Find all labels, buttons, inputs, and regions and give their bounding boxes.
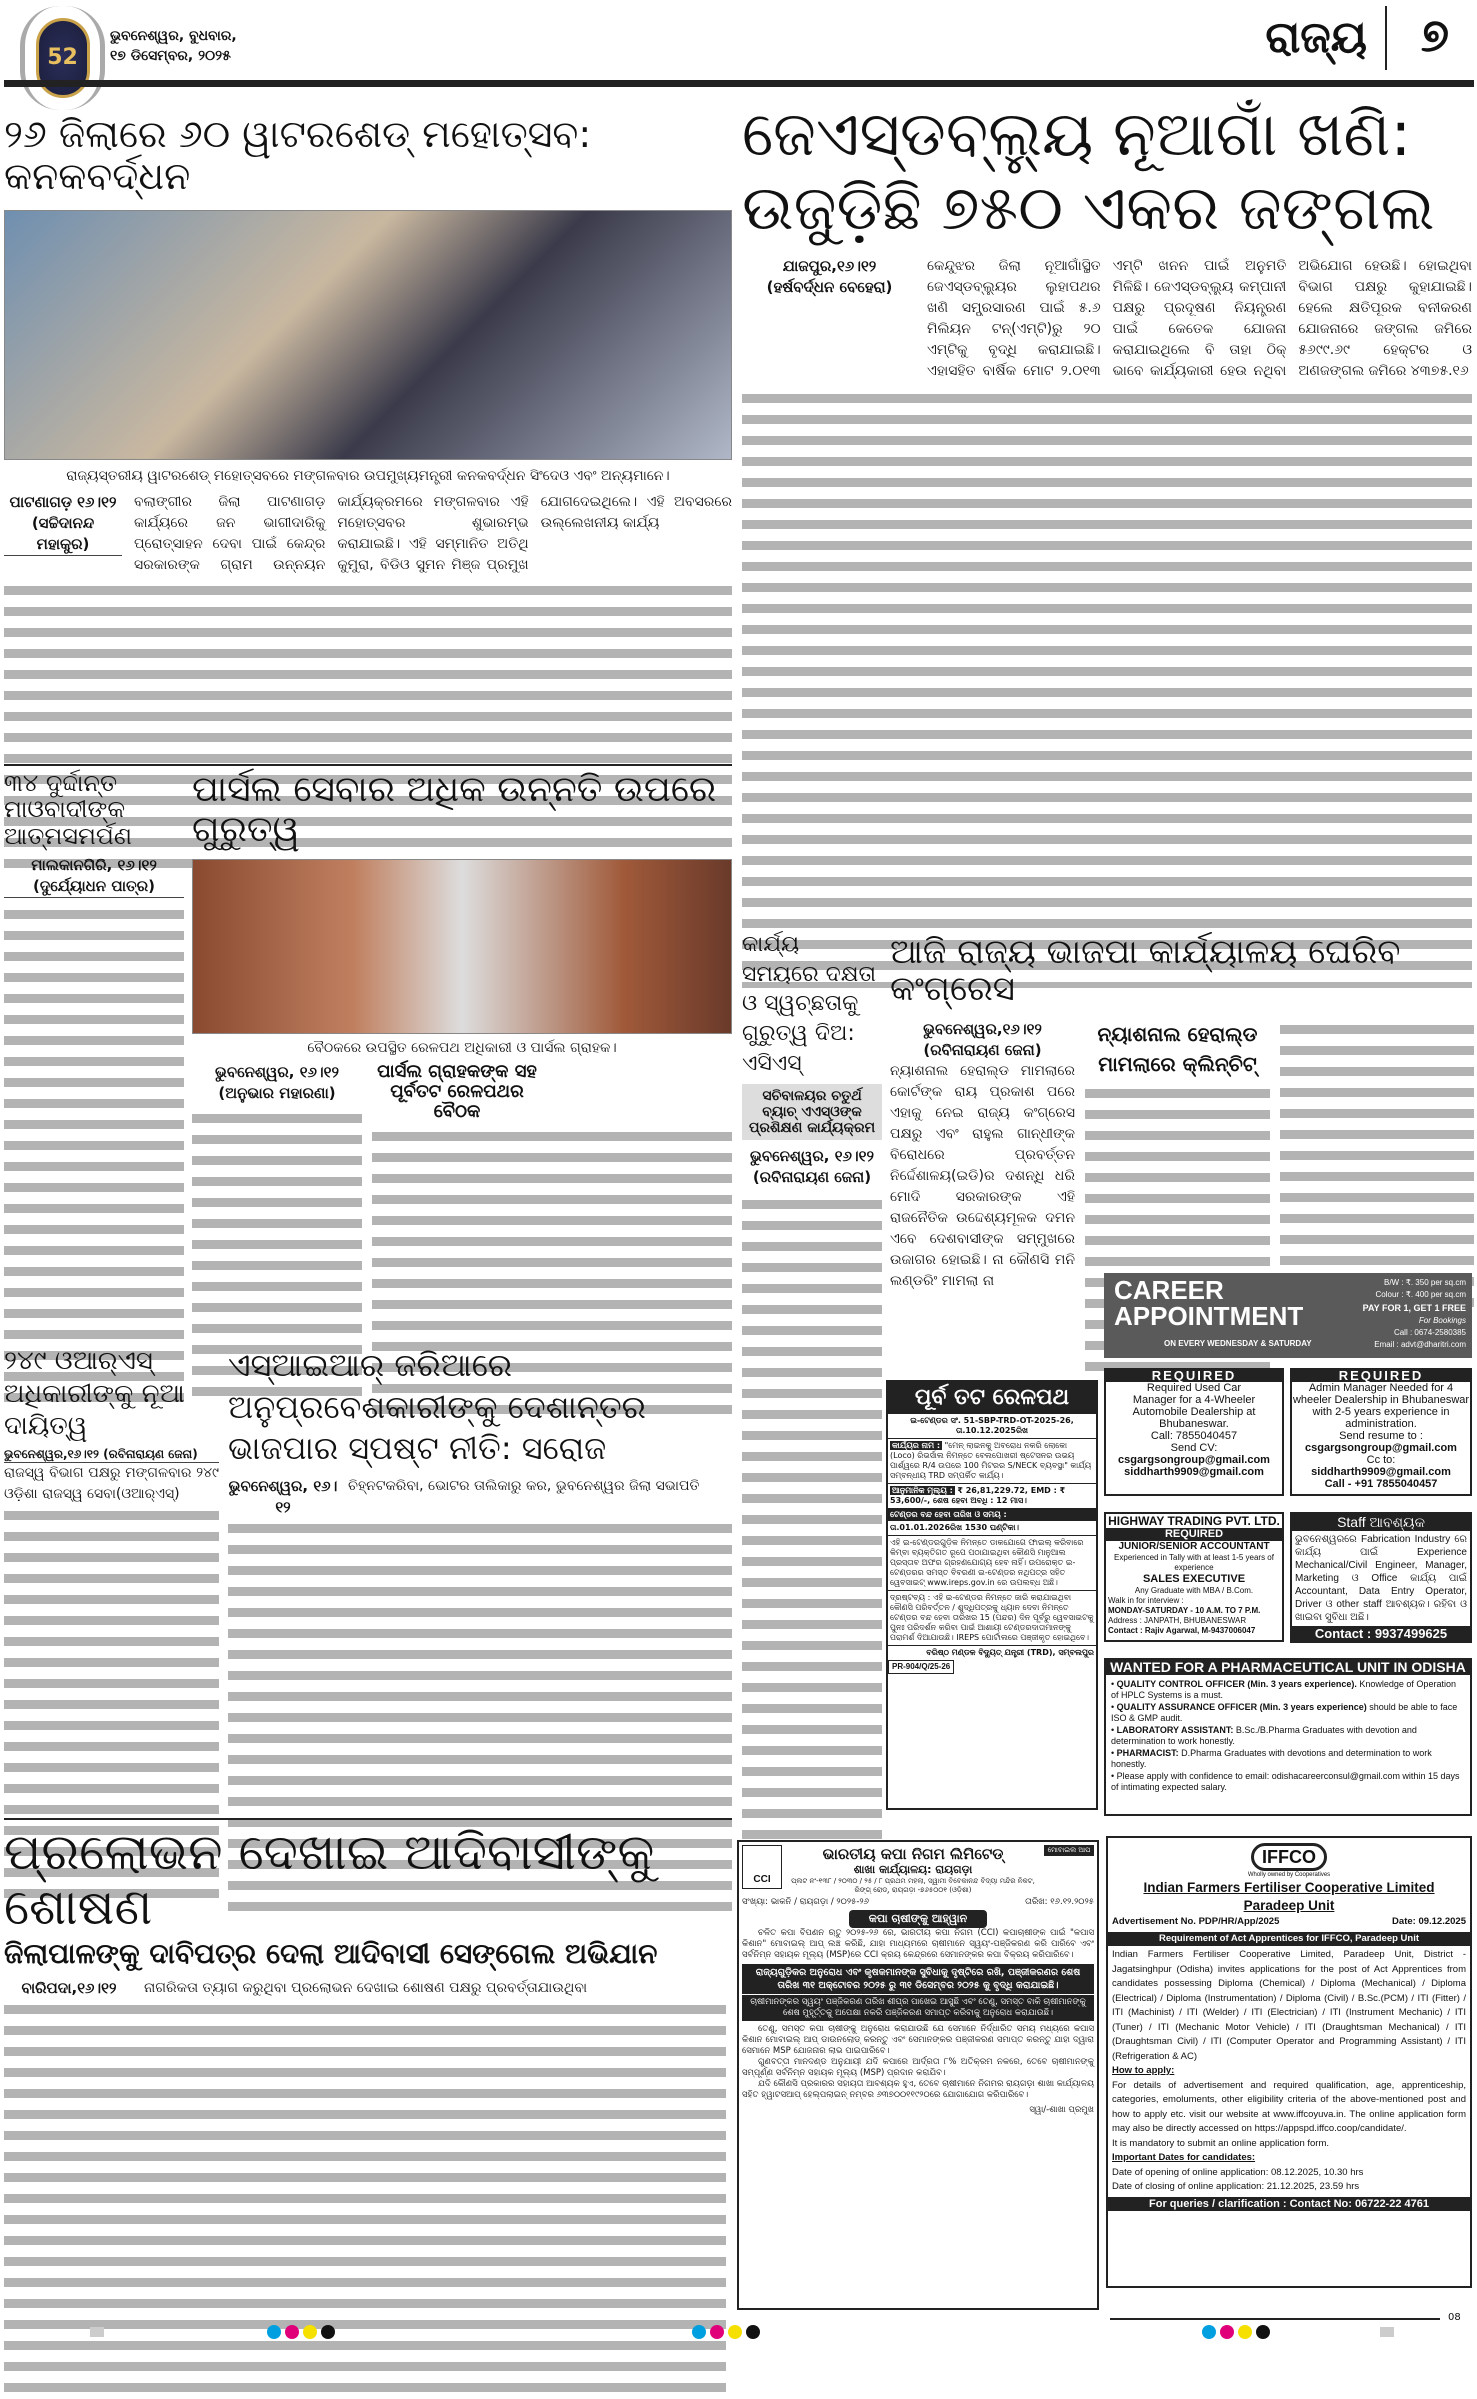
subhead: ପାର୍ସଲ ଗ୍ରାହକଙ୍କ ସହ ପୂର୍ବତଟ ରେଳପଥର ବୈଠକ [377,1061,537,1122]
masthead [0,0,1477,100]
ad-timing: MONDAY-SATURDAY - 10 A.M. TO 7 P.M. [1108,1606,1261,1615]
ad-date: ତାରିଖ: ୧୬.୧୨.୨୦୨୫ [1025,1897,1094,1907]
branch: ଶାଖା କାର୍ଯ୍ୟାଳୟ: ରାୟଗଡ଼ା [853,1863,973,1876]
ad-email: csgargsongroup@gmail.com [1118,1454,1270,1466]
label: ଆନୁମାନିକ ମୂଲ୍ୟ : [892,1486,953,1495]
story-sir-infiltrators [228,1345,732,1813]
job-item: • Please apply with confidence to email: odishacareerconsul@gmail.com within 15 days of intimating expected salary. [1111,1771,1460,1792]
subhead: ଜିଲାପାଳଙ୍କୁ ଦାବିପତ୍ର ଦେଲା ଆଦିବାସୀ ସେଙ୍ଗେଲ ଅଭିଯାନ [4,1937,658,1970]
headline: ପ୍ରଲୋଭନ ଦେଖାଇ ଆଦିବାସୀଙ୍କୁ ଶୋଷଣ [4,1823,655,1936]
photo-caption: ରାଜ୍ୟସ୍ତରୀୟ ୱାଟରଶେଡ୍ ମହୋତ୍ସବରେ ମଙ୍ଗଳବାର ଉପମୁଖ୍ୟମନ୍ତ୍ରୀ କନକବର୍ଦ୍ଧନ ସିଂଦେଓ ଏବଂ ଅନ୍ୟମାନେ। [66,467,670,484]
ad-post-desc: Experienced in Tally with at least 1-5 years of experience [1114,1553,1274,1572]
ad-east-coast-railway-tender [886,1380,1098,1810]
signatory: ବରିଷ୍ଠ ମଣ୍ଡଳ ବିଦ୍ୟୁତ୍ ଯନ୍ତ୍ରୀ (TRD), ସମ୍ବଲପୁର [926,1648,1094,1657]
job-desc: D.Pharma Graduates with devotions and determination to work honestly. [1111,1748,1432,1769]
ad-address: Address : JANPATH, BHUBANESWAR [1108,1616,1247,1625]
headline: ୨୬ ଜିଲାରେ ୬୦ ୱାଟରଶେଡ୍ ମହୋତ୍ସବ: କନକବର୍ଦ୍ଧନ [4,112,592,198]
ad-email: csgargsongroup@gmail.com [1305,1442,1457,1454]
how-to-apply-body: For details of advertisement and required qualification, age, apprenticeship, categories, emoluments, other eligibility criteria of the above-mentioned post and how to apply etc. visit our website at www.iffcoyuva.in. The online application form may also be directly accessed on https://appspd.iffco.coop/candidate/. [1112,2079,1466,2134]
dateline: ଭୁବନେଶ୍ୱର, ୧୬।୧୨ [228,1476,338,1516]
ad-line: Send resume to : [1339,1430,1423,1442]
ad-company: HIGHWAY TRADING PVT. LTD. [1108,1514,1280,1528]
ad-title: Indian Farmers Fertiliser Cooperative Limited [1143,1880,1435,1895]
ad-line: Bhubaneswar. [1159,1418,1229,1430]
headline: ପାର୍ସଲ ସେବାର ଅଧିକ ଉନ୍ନତି ଉପରେ ଗୁରୁତ୍ୱ [192,769,717,850]
story-tribal-exploitation [4,1825,726,2315]
byline: (ରବିନାରାୟଣ ଜେନା) [752,1168,872,1187]
ad-title-line1: CAREER [1114,1275,1224,1305]
ad-banner: Requirement of Act Apprentices for IFFCO, Paradeep Unit [1108,1932,1470,1947]
job-title: LABORATORY ASSISTANT: [1116,1725,1234,1735]
job-desc: should be able to face ISO & GMP audit. [1111,1702,1458,1723]
ad-header: Staff ଆବଶ୍ୟକ [1292,1514,1470,1531]
signatory: ସ୍ୱା/-ଶାଖା ପ୍ରମୁଖ [1029,2105,1094,2115]
ad-unit: Paradeep Unit [1243,1898,1335,1913]
dateline: ଭୁବନେଶ୍ୱର, ୧୬।୧୨ [215,1063,339,1082]
iffco-logo: IFFCO [1251,1843,1327,1871]
tender-number: ଇ-ଟେଣ୍ଡର ସଂ. 51-SBP-TRD-OT-2025-26, ତା.10.12.2025ରିଖ [888,1414,1096,1439]
job-desc: Please apply with confidence to email: odishacareerconsul@gmail.com within 15 days of intimating expected salary. [1111,1771,1460,1792]
folio: 08 [1448,2312,1461,2323]
job-title: QUALITY CONTROL OFFICER (Min. 3 years experience). [1116,1679,1357,1689]
dateline: ବାରିପଦା,୧୬।୧୨ [21,1978,117,1997]
ad-header: REQUIRED [1106,1528,1282,1541]
headline: କାର୍ଯ୍ୟ ସମୟରେ ଦକ୍ଷତା ଓ ସ୍ୱଚ୍ଛତାକୁ ଗୁରୁତ୍ୱ ଦିଅ: ଏସିଏସ୍ [742,932,877,1076]
dates-heading: Important Dates for candidates: [1112,2152,1256,2163]
job-title: PHARMACIST: [1116,1748,1179,1758]
inset-headline: ନ୍ୟାଶନାଲ ହେରାଲ୍ଡ ମାମଲାରେ କ୍ଲିନ୍‌ଚିଟ୍ [1097,1021,1258,1076]
ad-phone: Call - +91 7855040457 [1324,1478,1438,1490]
paragraph: ଚଳିତ କପା ବିପଣନ ଋତୁ ୨୦୨୫-୨୬ ରେ, ଭାରତୀୟ କପା ନିଗମ (CCI) କପାଚାଷୀଙ୍କ ପାଇଁ "କପାସ କିଶାନ" ମୋବାଇଲ୍ ଆପ୍ ଲଞ୍ଚ କରିଛି, ଯାହା ମାଧ୍ୟମରେ ଚାଷୀମାନେ ସ୍ୱୟଂ-ପଞ୍ଜିକରଣ କରି ପାରିବେ ଏବଂ ସର୍ବନିମ୍ନ ସହାୟକ ମୂଲ୍ୟ (MSP)ରେ CCI କ୍ରୟ କେନ୍ଦ୍ରରେ ସେମାନଙ୍କର କପା ବିକ୍ରୟ କରିପାରିବେ। [742,1928,1094,1960]
ad-date: Date: 09.12.2025 [1392,1916,1466,1927]
ad-line: Automobile Dealership at [1132,1406,1256,1418]
ad-cotton-corporation [737,1840,1099,2310]
article-body: ରାଜସ୍ୱ ବିଭାଗ ପକ୍ଷରୁ ମଙ୍ଗଳବାର ୨୪୯ ଓଡ଼ିଶା ରାଜସ୍ୱ ସେବା(ଓଆର୍‌ଏସ୍) [4,1464,219,1502]
ad-tagline: ON EVERY WEDNESDAY & SATURDAY [1164,1339,1312,1348]
ad-highway-trading [1104,1512,1284,1642]
article-body: କେନ୍ଦୁଝର ଜିଲା ନୂଆଗାଁସ୍ଥିତ ଜେଏସ୍‌ଡବ୍ଲ୍ୟୁର ଲୁହାପଥର ଖଣି ସମ୍ପ୍ରସାରଣ ପାଇଁ ୫.୬ ମିଲିୟନ ଟନ୍(ଏମ୍‌ଟି)ରୁ ୨୦ ଏମ୍‌ଟିକୁ ବୃଦ୍ଧି କରାଯାଇଛି। ଏହାସହିତ ବାର୍ଷିକ ମୋଟ ୨.୦୧୩ ଏମ୍‌ଟି ଖନନ ପାଇଁ ଅନୁମତି ମିଳିଛି। ଜେଏସ୍‌ଡବ୍ଲ୍ୟୁ କମ୍ପାନୀ ପକ୍ଷରୁ ପ୍ରଦୂଷଣ ନିୟନ୍ତ୍ରଣ ପାଇଁ କେତେକ ଯୋଜନା କରାଯାଇଥିଲେ ବି ତାହା ଠିକ୍ ଭାବେ କାର୍ଯ୍ୟକାରୀ ହେଉ ନଥିବା ଅଭିଯୋଗ ହେଉଛି। ହୋଇଥିବା ବିଭାଗ ପକ୍ଷରୁ କୁହାଯାଇଛି। ହେଲେ କ୍ଷତିପୂରକ ବନୀକରଣ ଯୋଜନାରେ ଜଙ୍ଗଲ ଜମିରେ ୫୬୯୯.୬୯ ହେକ୍ଟର ଓ ଅଣଜଙ୍ଗଲ ଜମିରେ ୪୩୭୫.୧୬ [927,258,1472,380]
registration-marks [0,2324,1477,2339]
headline: ଏସ୍‌ଆଇଆର୍ ଜରିଆରେ ଅନୁପ୍ରବେଶକାରୀଙ୍କୁ ଦେଶାନ୍ତର ଭାଜପାର ସ୍ପଷ୍ଟ ନୀତି: ସରୋଜ [228,1346,646,1468]
dateline: ଭୁବନେଶ୍ୱର,୧୬।୧୨ (ରବିନାରାୟଣ ଜେନା) [4,1447,219,1463]
ad-title: ପୂର୍ବ ତଟ ରେଳପଥ [888,1382,1096,1414]
rate-colour: Colour : ₹. 400 per sq.cm [1375,1290,1466,1299]
story-watershed [4,112,732,760]
ad-career-appointment [1104,1273,1472,1358]
dateline-day: ଭୁବନେଶ୍ୱର, ବୁଧବାର, [110,28,237,44]
job-title: QUALITY ASSURANCE OFFICER (Min. 3 years experience) [1116,1702,1367,1712]
ad-title-line2: APPOINTMENT [1114,1301,1304,1331]
article-body: ନ୍ୟାଶନାଲ ହେରାଲ୍ଡ ମାମଲାରେ କୋର୍ଟଙ୍କ ରାୟ ପ୍ରକାଶ ପରେ ଏହାକୁ ନେଇ ରାଜ୍ୟ କଂଗ୍ରେସ ପକ୍ଷରୁ ଏବଂ ରାହୁଲ ଗାନ୍ଧୀଙ୍କ ବିରୋଧରେ ପ୍ରବର୍ତ୍ତନ ନିର୍ଦ୍ଦେଶାଳୟ(ଇଡି)ର ଦଶନ୍ଧି ଧରି ମୋଦି ସରକାରଙ୍କ ଏହି ରାଜନୈତିକ ଉଦ୍ଦେଶ୍ୟମୂଳକ ଦମନ ଏବେ ଦେଶବାସୀଙ୍କ ସମ୍ମୁଖରେ ଉଜାଗର ହୋଇଛି। ନା କୌଣସି ମନି ଲଣ୍ଡରିଂ ମାମଲା ନା [890,1062,1075,1289]
reference-number: PR-904/Q/25-26 [888,1660,954,1674]
dateline: ମାଲକାନଗିରି, ୧୬।୧୨ [31,856,157,875]
job-desc: Knowledge of Operation of HPLC Systems is a must. [1111,1679,1456,1700]
headline: ୨୪୯ ଓଆର୍‌ଏସ୍ ଅଧିକାରୀଙ୍କୁ ନୂଆ ଦାୟିତ୍ୱ [4,1346,185,1441]
advertisement-number: Advertisement No. PDP/HR/App/2025 [1112,1916,1280,1927]
ad-post: JUNIOR/SENIOR ACCOUNTANT [1118,1541,1270,1552]
ad-line: Cc to: [1366,1454,1396,1466]
closing-date: ତା.01.01.2026ରିଖ 1530 ଘଣ୍ଟିକା। [888,1521,1096,1536]
headline-line1: ଜେଏସ୍‌ଡବ୍ଲ୍ୟୁ ନୂଆଗାଁ ଖଣି: [742,97,1412,170]
newspaper-logo: 52 [20,6,105,110]
contact-number: For queries / clarification : Contact No: 06722-22 4761 [1108,2197,1470,2212]
ad-contact: Contact : 9937499625 [1292,1626,1470,1641]
job-desc: B.Sc./B.Pharma Graduates with devotion and determination to work honestly. [1111,1725,1417,1746]
byline: (ଦୁର୍ଯ୍ୟୋଧନ ପାତ୍ର) [4,876,184,898]
ad-header: REQUIRED [1106,1370,1282,1382]
tender-note-2: ଦ୍ରଷ୍ଟବ୍ୟ : ଏହି ଇ-ଟେଣ୍ଡର ନିମନ୍ତେ ଜାରି କରାଯାଇଥିବା କୌଣସି ପରିବର୍ତ୍ତନ / ଶୁଦ୍ଧିପତ୍ରକୁ ଧ୍ୟାନ ଦେବା ନିମନ୍ତେ ଟେଣ୍ଡର ବନ୍ଦ ହେବା ତାରିଖର 15 (ପନ୍ଦର) ଦିନ ପୂର୍ବରୁ ୱେବସାଇଟକୁ ପୁନଃ ପରିଦର୍ଶନ କରିବା ପାଇଁ ଆଶାୟୀ ଟେଣ୍ଡରଦାତାମାନଙ୍କୁ ପରାମର୍ଶ ଦିଆଯାଉଛି। IREPS ପୋର୍ଟାଲରେ ପଞ୍ଜୀକୃତ ହୋଇଥିବେ। [888,1591,1096,1646]
story-ors-officers [4,1345,219,1813]
ad-title: ଭାରତୀୟ କପା ନିଗମ ଲିମିଟେଡ୍ [822,1845,1004,1863]
headline: ୩୪ ଦୁର୍ଦ୍ଦାନ୍ତ ମାଓବାଦୀଙ୍କ ଆତ୍ମସମର୍ପଣ [4,769,132,850]
ad-post: SALES EXECUTIVE [1142,1573,1246,1585]
logo-tagline: Wholly owned by Cooperatives [1247,1872,1331,1878]
paragraph: ତେଣୁ, ସମସ୍ତ କପା ଚାଷୀଙ୍କୁ ଅନୁରୋଧ କରାଯାଉଛି ଯେ ସେମାନେ ନିର୍ଦ୍ଧାରିତ ସମୟ ମଧ୍ୟରେ କପାସ କିଶାନ ମୋବାଇଲ୍ ଆପ୍ ଡାଉନଲୋଡ୍ କରନ୍ତୁ ଏବଂ ସେମାନଙ୍କର ପଞ୍ଜୀକରଣ ସମାପ୍ତ କରନ୍ତୁ ଯାହା ଦ୍ୱାରା ସେମାନେ MSP ଯୋଜନାର ଲାଭ ପାଇପାରିବେ। [742,2024,1094,2056]
ad-body: Indian Farmers Fertiliser Cooperative Limited, Paradeep Unit, District - Jagatsinghpur (Odisha) invites applications for the post of Act Apprentices from candidates possessing Diploma (Chemical) / Diploma (Mechanical) / Diploma (Electrical) / Diploma (Instrumentation) / Diploma (Civil) / B.Sc.(PCM) / ITI (Fitter) / ITI (Machinist) / ITI (Welder) / ITI (Electrician) / ITI (Instrument Mechanic) / ITI (Tuner) / ITI (Mechanic Motor Vehicle) / ITI (Draughtsman Mechanical) / ITI (Draughtsman Civil) / ITI (Computer Operator and Programming Assistant) / ITI (Refrigeration & AC) [1112,1949,1466,2062]
story-parcel-service [192,770,732,1335]
bookings: For Bookings [1418,1316,1466,1325]
offer: PAY FOR 1, GET 1 FREE [1362,1303,1466,1313]
story-jsw-mine [742,97,1472,925]
ad-used-car-manager [1104,1368,1284,1496]
ad-line: Send CV: [1170,1442,1218,1454]
byline: (ରବିନାରାୟଣ ଜେନା) [923,1040,1042,1059]
estimated-cost: ₹ 26,81,229.72, EMD : ₹ 53,600/-, ଶେଷ ହେବା ଅବଧି : 12 ମାସ। [890,1486,1066,1505]
booking-phone: Call : 0674-2580385 [1393,1328,1466,1337]
photo-parcel-meeting [192,859,732,1034]
story-maoist-surrender [4,770,184,1335]
rate-bw: B/W : ₹. 350 per sq.cm [1383,1278,1466,1287]
section-name: ରାଜ୍ୟ [1265,12,1367,63]
ad-post-desc: Any Graduate with MBA / B.Com. [1134,1586,1254,1595]
tender-note: ଏହି ଇ-ଟେଣ୍ଡରଗୁଡ଼ିକ ନିମନ୍ତେ ଡାକଯୋଗେ ଫାଇଲ୍ କରିବାରେ କିମ୍ବା ବ୍ୟକ୍ତିଗତ ରୂପେ ପଠାଯାଇଥିବା କୌଣସି ମାନୁଆଲ ପ୍ରସ୍ତାବ ଅଫର ଗ୍ରହଣଯୋଗ୍ୟ ହେବ ନାହିଁ। ଉପରୋକ୍ତ ଇ-ଟେଣ୍ଡରର ସମସ୍ତ ବିବରଣୀ ଇ-ଟେଣ୍ଡର ନଥିପତ୍ର ସହିତ ୱେବସାଇଟ୍ www.ireps.gov.in ରେ ଉପଲବ୍ଧ ଅଛି। [888,1536,1096,1591]
article-body: ନାଗରିକତା ତ୍ୟାଗ କରୁଥିବା ପ୍ରଲୋଭନ ଦେଖାଇ ଶୋଷଣ ପକ୍ଷରୁ ପ୍ରବର୍ତ୍ତାଯାଉଥିବା [144,1979,588,1996]
ad-staff-required [1290,1512,1472,1643]
dateline: ଭୁବନେଶ୍ୱର, ୧୬।୧୨ [750,1147,874,1166]
dateline: ପାଟଣାଗଡ଼ ୧୬।୧୨ [9,492,117,511]
highlight: ରାଜ୍ୟଗୁଡ଼ିକର ଅନୁରୋଧ ଏବଂ କୃଷକମାନଙ୍କ ସୁବିଧାକୁ ଦୃଷ୍ଟିରେ ରଖି, ପଞ୍ଜୀକରଣର ଶେଷ ତାରିଖ ୩୧ ଅକ୍ଟୋବର ୨୦୨୫ ରୁ ୩୧ ଡିସେମ୍ବର ୨୦୨୫ କୁ ବୃଦ୍ଧି କରାଯାଇଛି। [742,1964,1094,1994]
ad-text: Admin Manager Needed for 4 wheeler Dealership in Bhubaneswar with 2-5 years experience in administration. [1292,1382,1470,1430]
headline-line2: ଉଜୁଡ଼ିଛି ୭୫୦ ଏକର ଜଙ୍ଗଲ [742,171,1435,245]
mandatory-note: It is mandatory to submit an online application form. [1112,2137,1330,2149]
job-item: • PHARMACIST: D.Pharma Graduates with devotions and determination to work honestly. [1111,1748,1432,1769]
label: ଟେଣ୍ଡର ବନ୍ଦ ହେବା ତାରିଖ ଓ ସମୟ : [888,1509,1096,1521]
job-item: • LABORATORY ASSISTANT: B.Sc./B.Pharma Graduates with devotion and determination to work honestly. [1111,1725,1417,1746]
paragraph: ଯଦି କୌଣସି ପ୍ରକାରର ସହାୟତା ଆବଶ୍ୟକ ହୁଏ, ତେବେ ଚାଷୀମାନେ ନିଗମର ରାୟଗଡ଼ା ଶାଖା କାର୍ଯ୍ୟାଳୟ ସହିତ ହ୍ୱାଟସଆପ୍ ହେଲ୍ପଲାଇନ୍ ନମ୍ବର ୬୩୭୦୦୧୧୯୨୦ରେ ଯୋଗାଯୋଗ କରିପାରିବେ। [742,2079,1094,2100]
cci-logo: CCI [742,1845,782,1889]
mobile-app-badge: ମୋବାଇଲ ଆପ [1044,1845,1094,1856]
ref-number: ସଂଖ୍ୟା: ଭାକନି / ରାୟଗଡ଼ା / ୨୦୨୫-୨୬ [742,1897,869,1907]
ad-email: siddharth9909@gmail.com [1311,1466,1451,1478]
work-description: "ମେନ୍ ଲାଇନକୁ ଅବରୋଧ ନକରି ଲୋକୋ (Loco) ରିଭର୍ସାଲ ନିମନ୍ତେ ବେଲପୋଖରୀ ଷ୍ଟେସନର ଉଭୟ ପାର୍ଶ୍ୱରେ R/4 ଉପରେ 100 ମିଟରର S/NECK ବ୍ୟବସ୍ଥା" କାର୍ଯ୍ୟ ସମ୍ବନ୍ଧୀୟ TRD ସମ୍ପର୍କିତ କାର୍ଯ୍ୟ। [890,1441,1092,1480]
address: ପ୍ଲଟ ନଂ-୧୩୮ / ୨୦୩୦ / ୨୫ / ୮ ପ୍ରଥମ ମହଲା, ସ୍ୱାମୀ ବିବେକାନନ୍ଦ ବିଦ୍ୟା ମନ୍ଦିର ନିକଟ, ରିଙ୍ଗ୍ ରୋଡ୍, ରାୟଗଡ଼ା -୭୬୫୦୦୧ (ଓଡ଼ିଶା) [791,1877,1035,1894]
article-body: ବଲାଙ୍ଗୀର ଜିଲା ପାଟଣାଗଡ଼ କାର୍ଯ୍ୟରେ ଜନ ଭାଗୀଦାରିକୁ ପ୍ରୋତ୍ସାହନ ଦେବା ପାଇଁ କେନ୍ଦ୍ର ସରକାରଙ୍କ ଗ୍ରାମ ଉନ୍ନୟନ କାର୍ଯ୍ୟକ୍ରମରେ ମଙ୍ଗଳବାର ଏହି ମହୋତ୍ସବର ଶୁଭାରମ୍ଭ କରାଯାଇଛି। ଏହି ସମ୍ମାନିତ ଅତିଥି କୁମୁରା, ବିଡିଓ ସୁମନ ମିଞ୍ଜ ପ୍ରମୁଖ ଯୋଗଦେଇଥିଲେ। ଏହି ଅବସରରେ ଉଲ୍ଲେଖନୀୟ କାର୍ଯ୍ୟ [134,493,732,573]
masthead-rule [4,80,1474,87]
byline: (ହର୍ଷବର୍ଦ୍ଧନ ବେହେରା) [766,278,893,297]
ad-heading: କପା ଚାଷୀଙ୍କୁ ଆହ୍ୱାନ [849,1910,988,1928]
ad-pharmaceutical-unit [1104,1658,1472,1816]
job-item: • QUALITY ASSURANCE OFFICER (Min. 3 years experience) should be able to face ISO & GMP audit. [1111,1702,1458,1723]
booking-email: Email : advt@dharitri.com [1374,1340,1466,1349]
article-body: ଚିହ୍ନଟକରିବା, ଭୋଟର ତାଲିକାରୁ କର, ଭୁବନେଶ୍ୱର ଜିଲା ସଭାପତି [348,1477,700,1494]
ad-email: siddharth9909@gmail.com [1124,1466,1264,1478]
byline: (ସଚ୍ଚିଦାନନ୍ଦ ମହାକୁର) [4,513,122,556]
photo-watershed-event [4,210,732,460]
ad-iffco-apprentices [1106,1836,1472,2288]
ad-line: Required Used Car [1146,1382,1242,1394]
ad-text: ଭୁବନେଶ୍ୱରରେ Fabrication Industry ରେ କାର୍ଯ୍ୟ ପାଇଁ Experience Mechanical/Civil Engineer, Manager, Marketing ଓ Office କାର୍ଯ୍ୟ ପାଇଁ Accountant, Data Entry Operator, Driver ଓ other staff ଆବଶ୍ୟକ। ରହିବା ଓ ଖାଇବା ସୁବିଧା ଅଛି। [1295,1534,1467,1623]
job-item: • QUALITY CONTROL OFFICER (Min. 3 years experience). Knowledge of Operation of HPLC Systems is a must. [1111,1679,1456,1700]
paragraph: ଗୁଣବତ୍ତା ମାନଦଣ୍ଡ ଅନୁଯାୟୀ ଯଦି କପାରେ ଆର୍ଦ୍ରତା ୮% ଅତିକ୍ରମ ନକରେ, ତେବେ ଚାଷୀମାନଙ୍କୁ ସମ୍ପୂର୍ଣ୍ଣ ସର୍ବନିମ୍ନ ସହାୟକ ମୂଲ୍ୟ (MSP) ପ୍ରଦାନ କରାଯିବ। [742,2057,1094,2078]
ad-header: WANTED FOR A PHARMACEUTICAL UNIT IN ODISHA [1106,1660,1470,1675]
dateline: ଯାଜପୁର,୧୬।୧୨ [782,257,877,276]
byline: (ଅନୁଭାର ମହାରଣା) [218,1084,336,1103]
label: କାର୍ଯ୍ୟର ନାମ : [892,1441,941,1450]
highlight: ଚାଷୀମାନଙ୍କର ସ୍ୱୟଂ ପଞ୍ଜିକରଣ ତାରିଖ ଶୀଘ୍ର ପାଖେଇ ଆସୁଛି ଏବଂ ତେଣୁ, ସମସ୍ତ ବାକି ଚାଷୀମାନଙ୍କୁ ଶେଷ ମୁହୂର୍ତ୍ତକୁ ଅପେକ୍ଷା ନକରି ପଞ୍ଜିକରଣ ସମାପ୍ତ କରିବାକୁ ଅନୁରୋଧ କରାଯାଉଛି। [742,1994,1094,2021]
date-closing: Date of closing of online application: 21.12.2025, 23.59 hrs [1112,2181,1360,2192]
headline: ଆଜି ରାଜ୍ୟ ଭାଜପା କାର୍ଯ୍ୟାଳୟ ଘେରିବ କଂଗ୍ରେସ [890,932,1401,1010]
dateline-date: ୧୭ ଡିସେମ୍ବର, ୨୦୨୫ [110,48,231,64]
how-to-apply-heading: How to apply: [1112,2065,1175,2076]
page-number: ୭ [1420,8,1449,62]
ad-contact: Contact : Rajiv Agarwal, M-9437006047 [1108,1626,1256,1635]
ad-admin-manager [1290,1368,1472,1496]
ad-phone: Call: 7855040457 [1150,1430,1238,1442]
story-acs-training [742,930,882,1815]
dateline: ଭୁବନେଶ୍ୱର,୧୬।୧୨ [923,1019,1042,1038]
job-list [1106,1675,1470,1797]
ad-header: REQUIRED [1292,1370,1470,1382]
ad-walkin: Walk in for interview : [1108,1596,1184,1605]
ad-line: Manager for a 4-Wheeler [1132,1394,1256,1406]
photo-caption: ବୈଠକରେ ଉପସ୍ଥିତ ରେଳପଥ ଅଧିକାରୀ ଓ ପାର୍ସଲ ଗ୍ରାହକ। [307,1040,617,1057]
kicker: ସଚିବାଳୟର ଚତୁର୍ଥ ବ୍ୟାଚ୍ ଏଏସ୍‌ଓଙ୍କ ପ୍ରଶିକ୍ଷଣ କାର୍ଯ୍ୟକ୍ରମ [742,1084,882,1140]
date-opening: Date of opening of online application: 08.12.2025, 10.30 hrs [1112,2166,1364,2178]
